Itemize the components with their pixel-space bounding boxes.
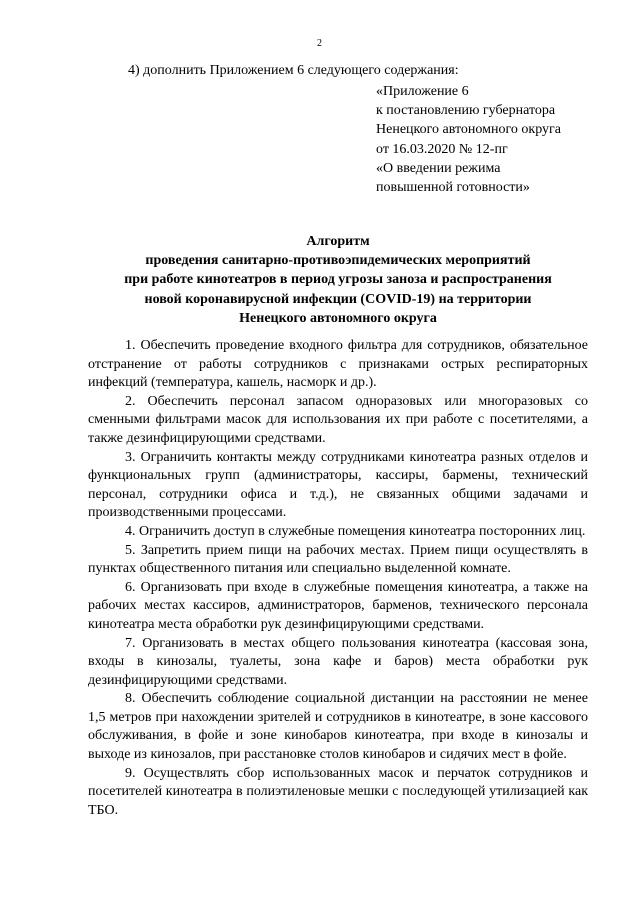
title-line: Ненецкого автономного округа [239,310,437,326]
appendix-line: «О введении режима [376,160,501,176]
appendix-line: Ненецкого автономного округа [376,122,561,138]
page-number: 2 [317,38,322,49]
title-line: при работе кинотеатров в период угрозы заноза и распространения [124,272,552,288]
list-item: 9. Осуществлять сбор использованных масок и перчаток сотрудников и посетителей кинотеатра в полиэтиленовые мешки с последующей утилизацией как ТБО. [88,765,588,818]
list-item: 2. Обеспечить персонал запасом одноразовых или многоразовых со сменными фильтрами масок для использования их при работе с посетителями, а также дезинфицирующими средствами. [88,393,588,446]
amendment-intro: 4) дополнить Приложением 6 следующего содержания: [128,63,459,78]
list-item: 6. Организовать при входе в служебные помещения кинотеатра, а также на рабочих местах кассиров, администраторов, барменов, технического персонала кинотеатра места обработки рук дезинфицирующими средствами. [88,579,588,632]
appendix-line: от 16.03.2020 № 12-пг [376,141,508,157]
algorithm-body [88,337,588,820]
appendix-line: повышенной готовности» [376,180,530,196]
title-line: новой коронавирусной инфекции (COVID-19) на территории [144,291,532,307]
list-item: 7. Организовать в местах общего пользования кинотеатра (кассовая зона, входы в кинозалы, туалеты, зона кафе и баров) места обработки рук дезинфицирующими средствами. [88,635,588,688]
algorithm-title [88,232,588,328]
list-item: 5. Запретить прием пищи на рабочих местах. Прием пищи осуществлять в пунктах общественного питания или специально выделенной комнате. [88,542,588,577]
appendix-line: «Приложение 6 [376,84,469,99]
list-item: 8. Обеспечить соблюдение социальной дистанции на расстоянии не менее 1,5 метров при нахождении зрителей и сотрудников в кинотеатре, в зоне кассового обслуживания, в фойе и зоне кинобаров кинотеатра, при входе в кинозалы и выходе из кинозалов, при расстановке столов кинобаров и сидячих мест в фойе. [88,691,588,763]
title-line: Алгоритм [306,234,370,249]
appendix-line: к постановлению губернатора [376,103,556,119]
list-item: 4. Ограничить доступ в служебные помещения кинотеатра посторонних лиц. [125,523,586,539]
appendix-header [376,82,561,197]
list-item: 1. Обеспечить проведение входного фильтра для сотрудников, обязательное отстранение от работы сотрудников с признаками острых респираторных инфекций (температура, кашель, насморк и др.). [88,338,588,391]
title-line: проведения санитарно-противоэпидемических мероприятий [145,253,531,269]
list-item: 3. Ограничить контакты между сотрудниками кинотеатра разных отделов и функциональных групп (администраторы, кассиры, бармены, технический персонал, сотрудники офиса и т.д.), не связанных общими задачами и производственными процессами. [88,449,588,521]
